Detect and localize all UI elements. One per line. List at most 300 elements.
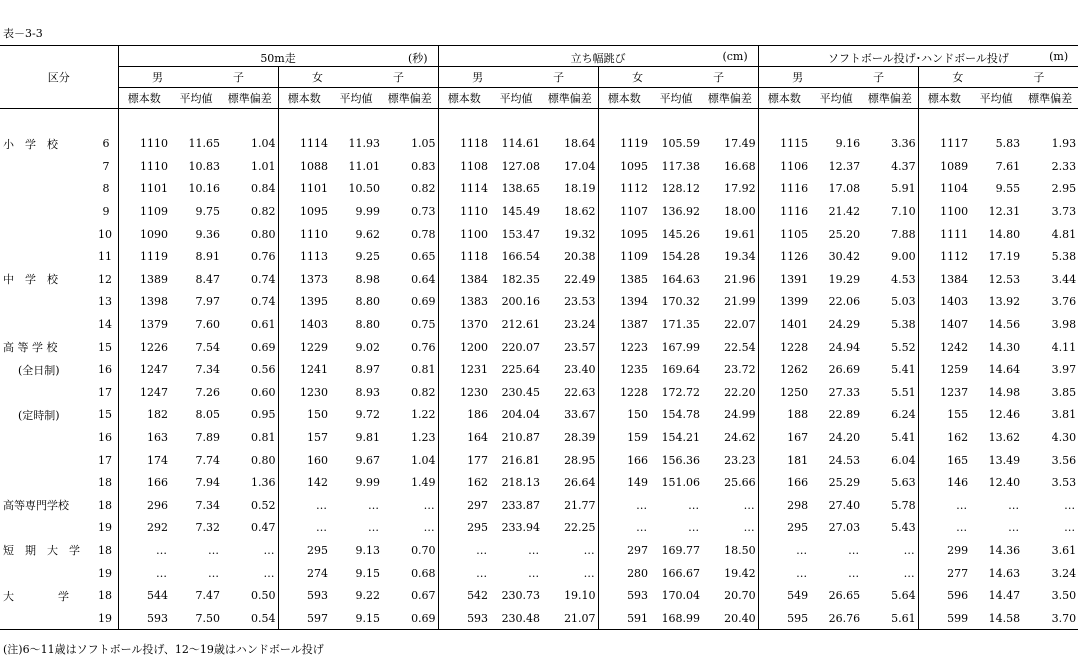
value-cell: 6.24 [891,408,916,422]
category-cell [0,562,98,585]
value-cell: 8.80 [355,295,380,309]
value-cell: 9.55 [995,182,1021,196]
value-cell: 9.02 [355,340,380,354]
value-cell: 5.63 [891,476,916,490]
column-header: 標準偏差 [382,88,438,109]
sex-header [758,67,918,88]
value-cell: 1.49 [411,476,436,490]
value-cell: 117.38 [661,159,701,173]
table-row [0,336,1078,359]
table-row [0,178,1078,201]
value-cell: 0.95 [251,408,276,422]
sex-label-left: 女 [632,71,644,84]
value-cell: 1112 [598,178,650,201]
value-cell: 17.92 [724,182,756,196]
sex-label-left: 女 [952,71,964,84]
sex-label-right: 子 [553,71,565,84]
value-cell: 2.33 [1051,159,1077,173]
group-header-throw [758,46,1078,67]
value-cell: 0.82 [411,385,436,399]
value-cell: 17.08 [828,182,861,196]
value-cell: 8.91 [195,250,220,264]
value-cell: 233.87 [501,498,541,512]
category-cell [0,291,98,314]
value-cell: 188 [758,404,810,427]
value-cell: … [1064,498,1077,512]
value-cell: 1401 [758,313,810,336]
value-cell: … [1064,521,1077,535]
value-cell: 3.98 [1051,318,1077,332]
value-cell: 155 [918,404,970,427]
value-cell: 593 [278,584,330,607]
value-cell: 9.62 [355,227,380,241]
group-header-jump [438,46,758,67]
value-cell: 0.74 [251,295,276,309]
value-cell: 0.56 [251,363,276,377]
value-cell: 9.72 [355,408,380,422]
value-cell: … [1008,521,1021,535]
group-title-jump: 立ち幅跳び [570,52,626,65]
value-cell: 21.99 [724,295,756,309]
value-cell: 0.76 [251,250,276,264]
value-cell: 593 [118,607,170,630]
value-cell: 0.83 [411,159,436,173]
value-cell: 19.29 [828,272,861,286]
value-cell: … [263,566,276,580]
value-cell: 1114 [438,178,490,201]
value-cell: 19.42 [724,566,756,580]
value-cell: 1370 [438,313,490,336]
category-cell [0,178,98,201]
category-cell [0,200,98,223]
column-header: 標準偏差 [222,88,278,109]
value-cell: 1113 [278,245,330,268]
value-cell: … [118,562,170,585]
value-cell: 14.47 [988,589,1021,603]
category-cell [0,155,98,178]
value-cell: … [278,517,330,540]
value-cell: 0.73 [411,205,436,219]
value-cell: 1373 [278,268,330,291]
value-cell: 182.35 [501,272,541,286]
value-cell: 164.63 [661,272,701,286]
value-cell: … [528,566,541,580]
column-header: 平均値 [170,88,222,109]
column-header: 平均値 [490,88,542,109]
column-header: 平均値 [650,88,702,109]
table-row [0,223,1078,246]
age-cell: 16 [98,363,112,377]
value-cell: 23.23 [724,453,756,467]
value-cell: 24.99 [724,408,756,422]
value-cell: 212.61 [501,318,541,332]
value-cell: 593 [598,584,650,607]
value-cell: 170.32 [661,295,701,309]
value-cell: 1109 [598,245,650,268]
value-cell: 3.24 [1051,566,1077,580]
value-cell: … [583,566,596,580]
value-cell: … [278,494,330,517]
value-cell: … [598,494,650,517]
table-row [0,539,1078,562]
value-cell: 1.23 [411,431,436,445]
value-cell: 1403 [278,313,330,336]
value-cell: 28.39 [564,431,596,445]
value-cell: 1223 [598,336,650,359]
value-cell: 1114 [278,133,330,156]
age-cell: 18 [98,498,112,512]
column-header: 標準偏差 [702,88,758,109]
column-header: 標本数 [118,88,170,109]
value-cell: 1104 [918,178,970,201]
value-cell: 3.61 [1051,543,1077,557]
table-row [0,291,1078,314]
value-cell: 166 [118,471,170,494]
value-cell: 168.99 [650,607,702,630]
value-cell: 5.91 [891,182,916,196]
value-cell: 164 [438,426,490,449]
value-cell: 0.50 [251,589,276,603]
value-cell: 160 [278,449,330,472]
value-cell: 136.92 [661,205,701,219]
value-cell: … [758,562,810,585]
value-cell: 22.07 [724,318,756,332]
value-cell: 9.36 [195,227,220,241]
value-cell: 1228 [758,336,810,359]
value-cell: 1126 [758,245,810,268]
value-cell: 204.04 [501,408,541,422]
category-cell: 中 学 校 [3,273,58,287]
value-cell: 0.78 [411,227,436,241]
sex-label-right: 子 [713,71,725,84]
value-cell: 1.36 [251,476,276,490]
age-cell: 17 [98,453,112,467]
value-cell: 230.73 [501,589,541,603]
category-cell [0,426,98,449]
value-cell: 3.56 [1051,453,1077,467]
sex-header [918,67,1078,88]
value-cell: … [903,566,916,580]
value-cell: 1118 [438,245,490,268]
value-cell: 26.64 [564,476,596,490]
value-cell: 1384 [918,268,970,291]
value-cell: 1110 [278,223,330,246]
value-cell: 21.07 [542,607,598,630]
value-cell: 14.80 [988,227,1021,241]
value-cell: 154.28 [661,250,701,264]
value-cell: 171.35 [661,318,701,332]
table-row [0,381,1078,404]
value-cell: 3.70 [1022,607,1078,630]
value-cell: 1.01 [251,159,276,173]
table-row [0,426,1078,449]
value-cell: 0.65 [411,250,436,264]
value-cell: 4.53 [891,272,916,286]
value-cell: 33.67 [564,408,596,422]
value-cell: 3.85 [1051,385,1077,399]
value-cell: 0.74 [251,272,276,286]
sex-label-left: 女 [312,71,324,84]
value-cell: … [438,562,490,585]
value-cell: 1101 [278,178,330,201]
age-cell: 13 [98,295,112,309]
value-cell: 25.66 [724,476,756,490]
value-cell: 13.49 [988,453,1021,467]
value-cell: 1.05 [411,137,436,151]
value-cell: 150 [278,404,330,427]
value-cell: 1247 [118,358,170,381]
value-cell: … [438,539,490,562]
value-cell: 3.50 [1051,589,1077,603]
table-title: 表－3-3 [3,27,43,40]
value-cell: 27.03 [828,521,861,535]
value-cell: 22.54 [724,340,756,354]
age-cell: 14 [98,318,112,332]
value-cell: 7.61 [995,159,1021,173]
category-cell: 小 学 校 [3,137,58,151]
value-cell: 6.04 [891,453,916,467]
value-cell: 17.49 [724,137,756,151]
value-cell: 5.38 [1051,250,1077,264]
value-cell: 5.64 [891,589,916,603]
value-cell: 26.76 [810,607,862,630]
sex-label-left: 男 [792,71,804,84]
age-cell: 18 [98,589,112,603]
value-cell: 157 [278,426,330,449]
spacer-row [0,109,1078,133]
value-cell: 26.65 [828,589,861,603]
value-cell: 23.72 [724,363,756,377]
value-cell: 9.13 [355,543,380,557]
category-cell: (定時制) [18,408,60,422]
value-cell: 5.51 [891,385,916,399]
age-cell: 18 [98,476,112,490]
value-cell: 1100 [438,223,490,246]
value-cell: 17.04 [564,159,596,173]
group-title-50m: 50m走 [260,52,296,65]
value-cell: 10.50 [348,182,380,196]
value-cell: 154.78 [661,408,701,422]
age-cell: 19 [98,607,118,630]
value-cell: 200.16 [501,295,541,309]
column-header: 標本数 [278,88,330,109]
value-cell: 0.69 [411,295,436,309]
value-cell: … [1008,498,1021,512]
value-cell: 1.22 [411,408,436,422]
category-cell: 短 期 大 学 [3,544,80,558]
value-cell: 177 [438,449,490,472]
value-cell: 182 [118,404,170,427]
value-cell: 169.64 [661,363,701,377]
value-cell: 0.69 [251,340,276,354]
table-row [0,494,1078,517]
value-cell: 277 [918,562,970,585]
age-cell: 10 [98,227,112,241]
value-cell: 220.07 [501,340,541,354]
value-cell: 0.80 [251,453,276,467]
value-cell: 14.64 [988,363,1021,377]
value-cell: 9.16 [835,137,861,151]
category-cell [0,449,98,472]
value-cell: 12.53 [988,272,1021,286]
category-cell [0,471,98,494]
value-cell: 3.97 [1051,363,1077,377]
value-cell: 1399 [758,291,810,314]
value-cell: 549 [758,584,810,607]
category-cell [0,223,98,246]
value-cell: 295 [758,517,810,540]
value-cell: 156.36 [661,453,701,467]
value-cell: 20.38 [564,250,596,264]
value-cell: 216.81 [501,453,541,467]
value-cell: 1088 [278,155,330,178]
value-cell: 10.16 [188,182,220,196]
value-cell: … [918,517,970,540]
table-row [0,245,1078,268]
value-cell: 1250 [758,381,810,404]
value-cell: 4.30 [1051,431,1077,445]
value-cell: 14.98 [988,385,1021,399]
value-cell: 165 [918,449,970,472]
value-cell: 24.94 [828,340,861,354]
value-cell: 1384 [438,268,490,291]
value-cell: 18.00 [724,205,756,219]
value-cell: 1105 [758,223,810,246]
value-cell: 21.96 [724,272,756,286]
age-cell: 19 [98,566,112,580]
value-cell: 1226 [118,336,170,359]
value-cell: 230.48 [490,607,542,630]
value-cell: 13.92 [988,295,1021,309]
value-cell: 1119 [598,133,650,156]
column-header: 標本数 [758,88,810,109]
value-cell: 172.72 [661,385,701,399]
column-header: 標本数 [598,88,650,109]
value-cell: 23.53 [564,295,596,309]
value-cell: 11.65 [188,137,220,151]
table-row [0,358,1078,381]
sex-label-right: 子 [873,71,885,84]
value-cell: 1395 [278,291,330,314]
value-cell: 1.93 [1051,137,1077,151]
table-row [0,471,1078,494]
value-cell: 8.98 [355,272,380,286]
value-cell: 13.62 [988,431,1021,445]
value-cell: 1391 [758,268,810,291]
value-cell: 595 [758,607,810,630]
column-header: 標本数 [438,88,490,109]
age-cell: 9 [102,205,110,219]
category-cell [0,607,98,630]
value-cell: 19.32 [564,227,596,241]
value-cell: 169.77 [661,543,701,557]
value-cell: 1235 [598,358,650,381]
value-cell: 8.93 [355,385,380,399]
category-cell: 高 等 学 校 [3,341,58,355]
value-cell: 292 [118,517,170,540]
value-cell: 7.54 [195,340,220,354]
value-cell: 1259 [918,358,970,381]
value-cell: 233.94 [501,521,541,535]
value-cell: 12.31 [988,205,1021,219]
value-cell: 298 [758,494,810,517]
sex-label-right: 子 [1033,71,1045,84]
value-cell: 1230 [438,381,490,404]
column-header: 平均値 [330,88,382,109]
value-cell: 1116 [758,200,810,223]
value-cell: 1117 [918,133,970,156]
value-cell: 19.10 [564,589,596,603]
value-cell: 0.80 [251,227,276,241]
value-cell: 166.67 [661,566,701,580]
value-cell: 22.25 [564,521,596,535]
value-cell: 1262 [758,358,810,381]
value-cell: 3.44 [1051,272,1077,286]
value-cell: 0.64 [411,272,436,286]
value-cell: 162 [438,471,490,494]
group-unit-50m: (秒) [407,52,428,65]
value-cell: 166 [758,471,810,494]
value-cell: 1109 [118,200,170,223]
value-cell: 230.45 [501,385,541,399]
value-cell: 12.46 [988,408,1021,422]
value-cell: 0.82 [411,182,436,196]
value-cell: 2.95 [1051,182,1077,196]
value-cell: 5.03 [891,295,916,309]
value-cell: 18.50 [724,543,756,557]
group-header-50m [118,46,438,67]
value-cell: 162 [918,426,970,449]
corner-header [0,46,118,109]
value-cell: 20.40 [702,607,758,630]
value-cell: 591 [598,607,650,630]
value-cell: 1403 [918,291,970,314]
value-cell: 22.89 [828,408,861,422]
value-cell: 27.40 [828,498,861,512]
value-cell: 128.12 [661,182,701,196]
value-cell: 1111 [918,223,970,246]
value-cell: 280 [598,562,650,585]
value-cell: 5.52 [891,340,916,354]
value-cell: 1394 [598,291,650,314]
value-cell: 181 [758,449,810,472]
value-cell: … [918,494,970,517]
value-cell: 14.30 [988,340,1021,354]
column-header: 標準偏差 [862,88,918,109]
footnote: (注)6～11歳はソフトボール投げ、12～19歳はハンドボール投げ [3,643,324,656]
value-cell: 9.15 [330,607,382,630]
value-cell: 16.68 [724,159,756,173]
value-cell: 7.10 [891,205,916,219]
value-cell: … [743,498,756,512]
table-row [0,155,1078,178]
value-cell: … [263,543,276,557]
value-cell: 174 [118,449,170,472]
value-cell: … [208,566,220,580]
value-cell: 0.81 [411,363,436,377]
value-cell: 1229 [278,336,330,359]
value-cell: 5.38 [891,318,916,332]
value-cell: 20.70 [724,589,756,603]
value-cell: 22.06 [828,295,861,309]
value-cell: 138.65 [501,182,541,196]
value-cell: 1090 [118,223,170,246]
value-cell: 7.34 [195,498,220,512]
value-cell: 8.47 [195,272,220,286]
value-cell: 1383 [438,291,490,314]
value-cell: 26.69 [828,363,861,377]
value-cell: 166.54 [501,250,541,264]
